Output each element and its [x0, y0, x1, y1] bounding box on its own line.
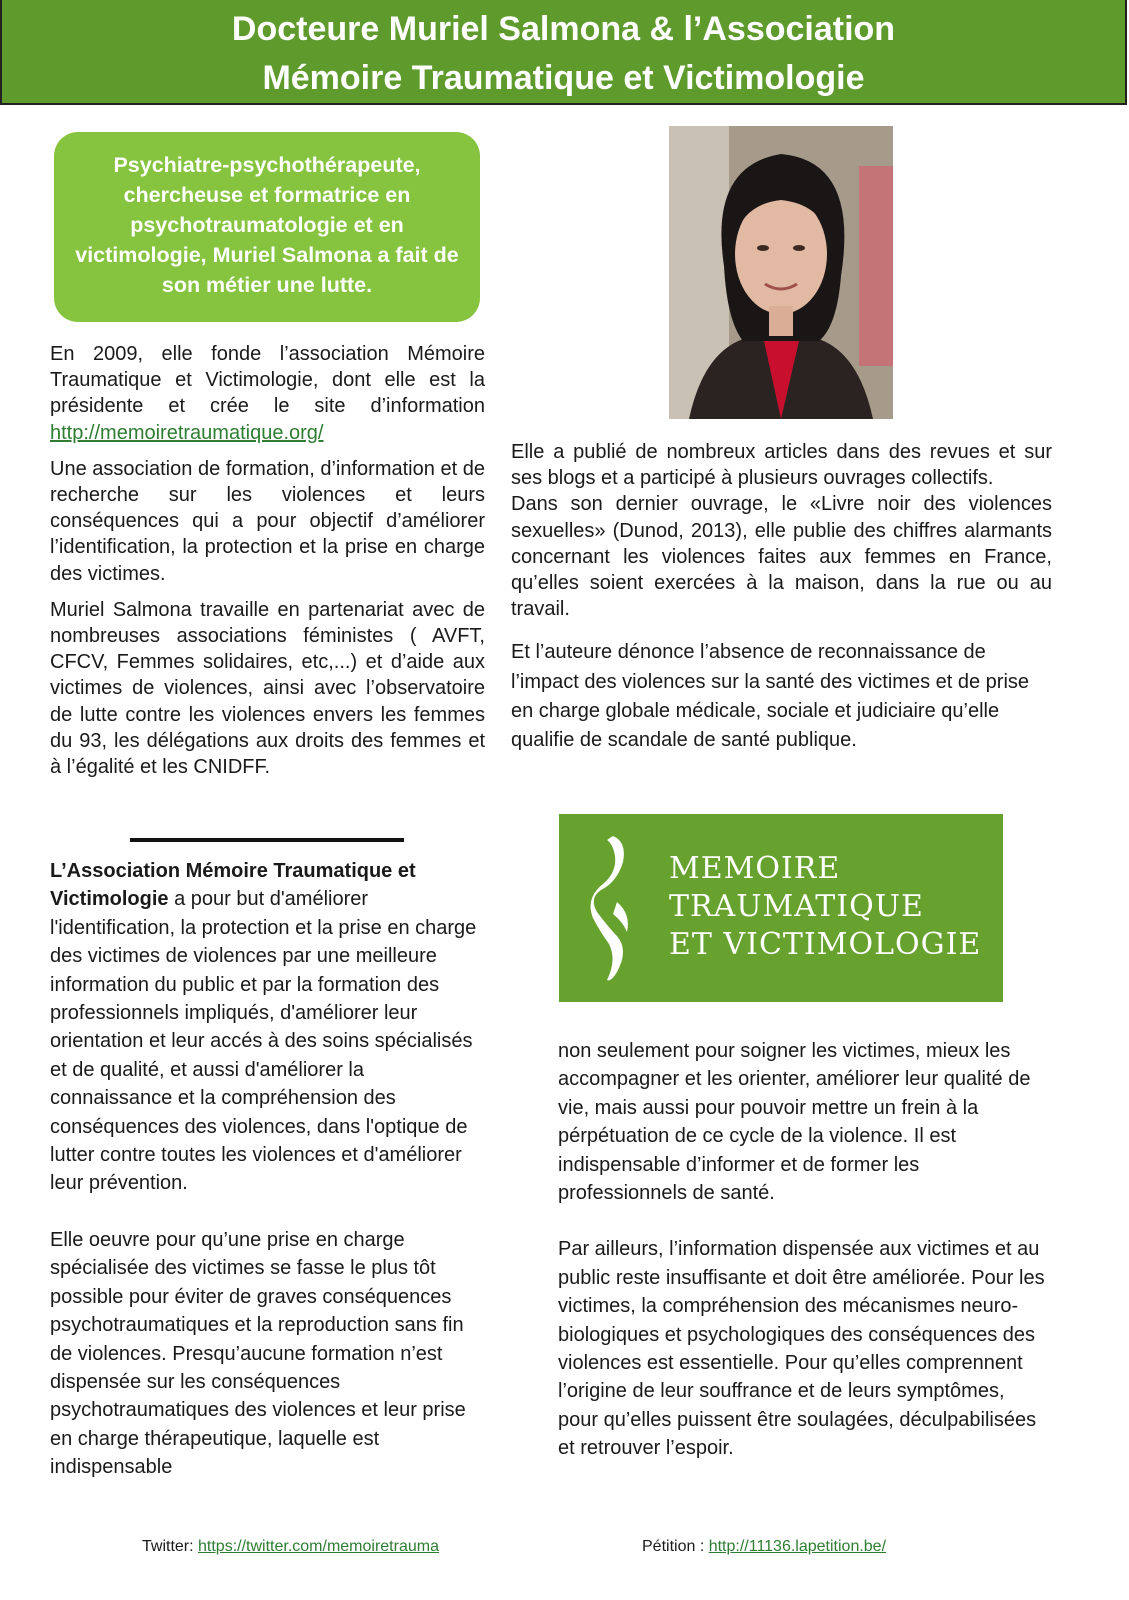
publications-paragraph: Elle a publié de nombreux articles dans des revues et sur ses blogs et a participé à plusieurs ouvrages collectifs.: [511, 441, 1052, 490]
footer-petition: [642, 1538, 886, 1556]
header-title-line2: Mémoire Traumatique et Victimologie: [262, 59, 865, 97]
association-section: [50, 857, 490, 1482]
section-divider: [130, 838, 404, 842]
site-link[interactable]: http://memoiretraumatique.org/: [50, 421, 324, 444]
denunciation-paragraph: Et l’auteure dénonce l’absence de reconnaissance de l’impact des violences sur la santé des victimes et de prise en charge globale médicale, sociale et judiciaire qu’elle qualifie de scandale de santé publique.: [511, 641, 1030, 752]
logo-line3: ET VICTIMOLOGIE: [669, 927, 982, 962]
association-name-bold: L’Association Mémoire Traumatique et Victimologie: [50, 860, 416, 911]
association-logo: [559, 814, 1003, 1002]
petition-label: Pétition :: [642, 1538, 709, 1555]
association-mission-text: a pour but d'améliorer l'identification, la protection et la prise en charge des victimes de violences par une meilleure information du public et par la formation des professionnels impliqués, d'améliorer leur orientation et leur accés à des soins spécialisés et de qualité, et aussi d'améliorer la connaissance et la compréhension des conséquences des violences, dans l'optique de lutter contre toutes les violences et d'améliorer leur prévention.: [50, 888, 477, 1195]
association-mission-paragraph: [50, 857, 490, 1198]
intro-text: Psychiatre-psychothérapeute, chercheuse et formatrice en psychotraumatologie et en victimologie, Muriel Salmona a fait de son métier une lutte.: [75, 153, 459, 297]
logo-wordmark: [669, 850, 981, 964]
header-title-line1: Docteure Muriel Salmona & l’Association: [231, 10, 896, 48]
portrait-image: [669, 126, 893, 419]
left-column: [50, 341, 485, 780]
portrait-photo: [669, 126, 893, 419]
right-column: [511, 439, 1052, 755]
logo-line2: TRAUMATIQUE: [669, 889, 924, 924]
intro-highlight-box: [54, 132, 480, 322]
founding-text: En 2009, elle fonde l’association Mémoire Traumatique et Victimologie, dont elle est la présidente et crée le site d’information: [50, 343, 485, 418]
logo-line1: MEMOIRE: [669, 851, 841, 886]
association-description: Une association de formation, d’information et de recherche sur les violences et leurs conséquences qui a pour objectif d’améliorer l’identification, la protection et la prise en charge des victimes.: [50, 457, 485, 585]
book-paragraph: Dans son dernier ouvrage, le «Livre noir des violences sexuelles» (Dunod, 2013), elle publie des chiffres alarmants concernant les violences faites aux femmes en France, qu’elles soient exercées à la maison, dans la rue ou au travail.: [511, 493, 1052, 621]
association-care-paragraph: Elle oeuvre pour qu’une prise en charge spécialisée des victimes se fasse le plus tôt possible pour éviter de graves conséquences psychotraumatiques et la reproduction sans fin de violences. Presqu’aucune formation n’est dispensée sur les conséquences psychotraumatiques des violences et leur prise en charge thérapeutique, laquelle est indispensable: [50, 1228, 466, 1479]
petition-link[interactable]: http://11136.lapetition.be/: [708, 1538, 887, 1555]
continued-paragraph-2: Par ailleurs, l’information dispensée aux victimes et au public reste insuffisante et doit être améliorée. Pour les victimes, la compréhension des mécanismes neuro-biologiques et psychologiques des conséquences des violences est essentielle. Pour qu’elles comprennent l’origine de leur souffrance et de leurs symptômes, pour qu’elles puissent être soulagées, déculpabilisées et retrouver l’espoir.: [558, 1238, 1045, 1460]
page-header: [0, 0, 1127, 105]
continued-paragraph-1: non seulement pour soigner les victimes, mieux les accompagner et les orienter, améliorer leur qualité de vie, mais aussi pour pouvoir mettre un frein à la pérpétuation de ce cycle de la violence. Il est indispensable d’informer et de former les professionnels de santé.: [558, 1040, 1031, 1205]
continued-section: [558, 1037, 1048, 1463]
footer-twitter: [142, 1538, 439, 1556]
twitter-label: Twitter:: [142, 1538, 199, 1555]
founding-paragraph: [50, 341, 485, 446]
twitter-link[interactable]: https://twitter.com/memoiretrauma: [198, 1538, 439, 1555]
logo-emblem-icon: [587, 832, 643, 986]
partnership-paragraph: Muriel Salmona travaille en partenariat avec de nombreuses associations féministes ( AVFT, CFCV, Femmes solidaires, etc,...) et d’aide aux victimes de violences, ainsi avec l’observatoire de lutte contre les violences envers les femmes du 93, les délégations aux droits des femmes et à l’égalité et les CNIDFF.: [50, 598, 485, 779]
